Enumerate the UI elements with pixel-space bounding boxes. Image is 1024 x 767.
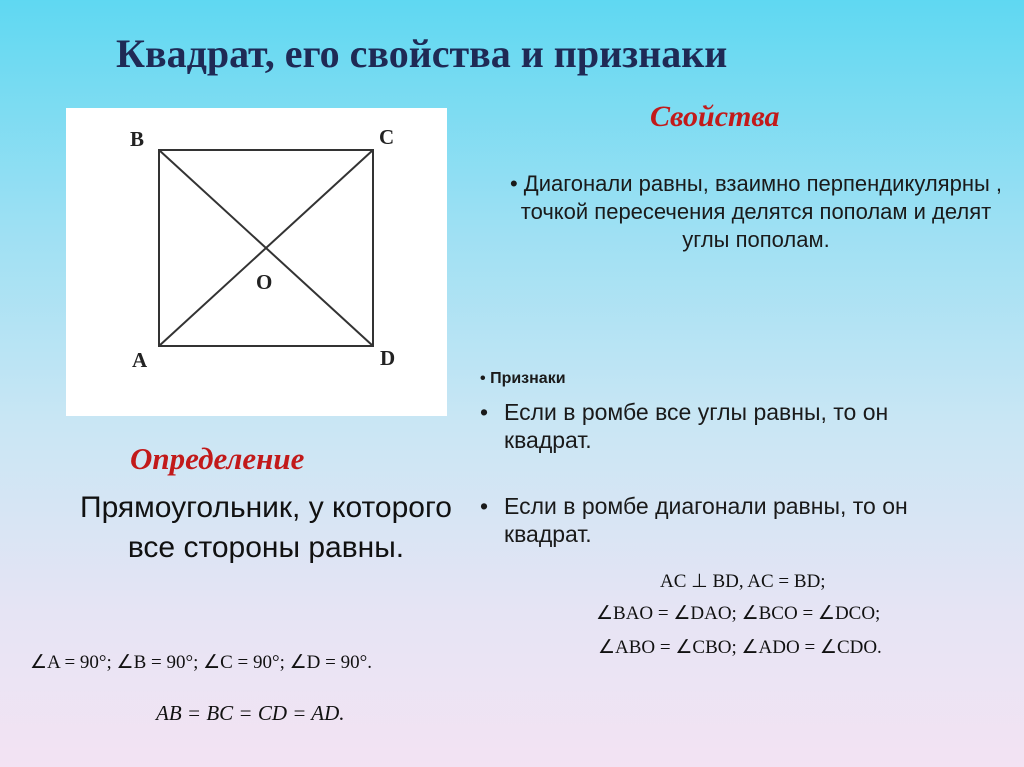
vertex-c-label: C xyxy=(379,125,395,149)
square-figure xyxy=(66,108,447,416)
vertex-a-label: A xyxy=(132,348,148,372)
vertex-d-label: D xyxy=(380,346,396,370)
diagonals-formula: AC ⊥ BD, AC = BD; xyxy=(660,571,826,592)
signs-label-text: Признаки xyxy=(490,370,566,387)
properties-heading: Свойства xyxy=(650,100,780,133)
sign-item-1 xyxy=(480,398,1000,454)
signs-bullet: • xyxy=(480,370,486,387)
slide-title: Квадрат, его свойства и признаки xyxy=(116,31,728,76)
sign-2-line1: Если в ромбе диагонали равны, то он xyxy=(504,493,908,519)
angles-formula: ∠A = 90°; ∠B = 90°; ∠C = 90°; ∠D = 90°. xyxy=(30,652,372,673)
signs-label xyxy=(480,370,566,388)
angle-bisect-formula-1: ∠BAO = ∠DAO; ∠BCO = ∠DCO; xyxy=(596,603,881,624)
sign-2-line2: квадрат. xyxy=(504,521,592,547)
angle-bisect-formula-2: ∠ABO = ∠CBO; ∠ADO = ∠CDO. xyxy=(598,637,882,658)
properties-body: Диагонали равны, взаимно перпендикулярны , точкой пересечения делятся пополам и делят углы пополам. xyxy=(520,171,1003,252)
center-o-label: O xyxy=(256,270,273,294)
sign-item-2 xyxy=(480,492,1000,548)
sign-1-bullet: • xyxy=(480,399,489,425)
square-diagram xyxy=(66,108,447,416)
sign-2-bullet: • xyxy=(480,493,489,519)
sign-1-line2: квадрат. xyxy=(504,427,592,453)
definition-text: Прямоугольник, у которого все стороны равны. xyxy=(80,491,452,564)
properties-text xyxy=(496,170,1016,254)
properties-bullet: • xyxy=(509,171,518,196)
definition-heading: Определение xyxy=(130,441,305,476)
sides-formula: AB = BC = CD = AD. xyxy=(156,701,345,725)
vertex-b-label: B xyxy=(130,127,145,151)
sign-1-line1: Если в ромбе все углы равны, то он xyxy=(504,399,889,425)
